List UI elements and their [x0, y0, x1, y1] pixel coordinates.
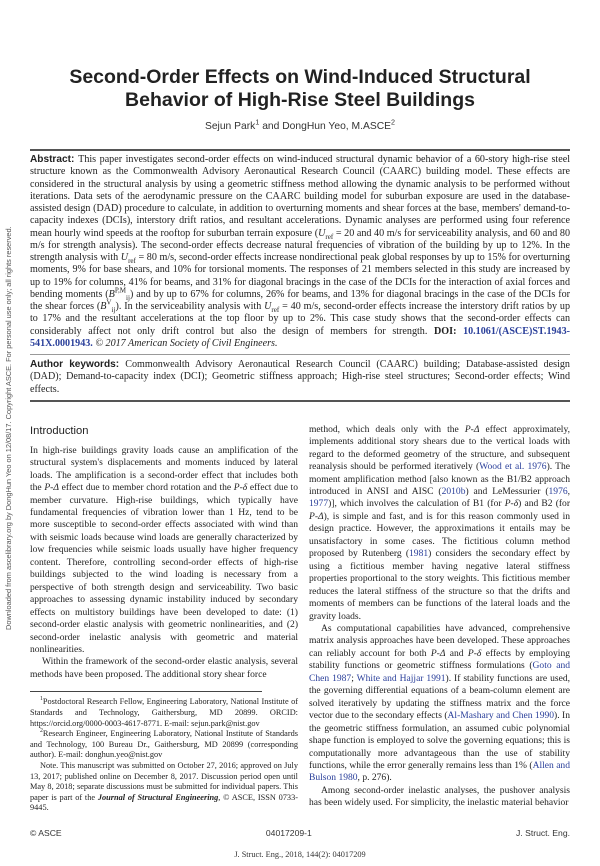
paragraph: [309, 424, 570, 623]
footer-journal: J. Struct. Eng.: [516, 827, 570, 838]
text-segment: ). If stability functions are used, the governing differential equations of a beam-column element are solved iteratively by updating the stiffness matrix and the force vector due to the secondary effects (: [309, 672, 571, 722]
text-segment: P-Δ: [430, 647, 446, 659]
paragraph: [30, 729, 298, 761]
text-segment: effect due to member chord rotation and the: [58, 482, 234, 494]
download-notice: Downloaded from ascelibrary.org by DongHun Yeo on 12/08/17. Copyright ASCE. For personal use only; all rights reserved.: [4, 226, 13, 630]
text-segment: ij: [126, 293, 130, 302]
text-segment: Among second-order inelastic analyses, the pushover analysis has been widely used. For simplicity, the inelastic material behavior: [309, 784, 570, 809]
text-segment: ,: [567, 486, 571, 498]
section-heading-introduction: Introduction: [30, 424, 89, 437]
citation-link[interactable]: 1977: [309, 498, 329, 510]
text-segment: P-Δ: [464, 423, 480, 435]
text-segment: P-δ: [504, 498, 519, 510]
text-segment: Research Engineer, Engineering Laboratory, National Institute of Standards and Technology, 100 Bureau Dr., Gaithersburg, MD 20899 (corresponding author). E-mail: donghun.yeo@nist.gov: [30, 729, 298, 760]
paragraph: [30, 445, 298, 657]
text-segment: This paper investigates second-order effects on wind-induced structural dynamic behavior of a 60-story high-rise steel structure known as the Commonwealth Advisory Aeronautical Research Council (CAARC) building model. These effects are considered in the structural analysis by using a geometric stiffness method allowing the dynamic analysis to be performed without iterations. Data sets of the aerodynamic pressure on the CAARC building model for suburban exposure are used in the database-assisted design (DAD) procedure to calculate, in addition to overturning moments and shear forces at the base, members' demand-to-capacity indexes (DCIs), interstory drift ratios, and resultant accelerations. Dynamic analyses are performed using four reference mean hourly wind speeds at the rooftop for suburban terrain exposure (: [30, 154, 570, 239]
text-segment: U: [264, 301, 272, 312]
text-segment: ) and LeMessurier (: [465, 486, 549, 498]
text-segment: In high-rise buildings gravity loads cause an amplification of the structural system's displacements and moments induced by lateral loads. The amplification is a second-order effect that includes both the: [30, 444, 298, 494]
footnote-rule: [30, 691, 262, 692]
text-segment: )], which involves the calculation of B1 (for: [328, 498, 505, 510]
text-segment: ref: [325, 232, 334, 241]
text-segment: , p. 276).: [357, 772, 392, 784]
text-segment: ref: [271, 306, 280, 315]
paragraph: [30, 656, 298, 681]
right-column: [309, 424, 570, 810]
text-segment: ) and B2 (for: [518, 498, 571, 510]
text-segment: = 20 and 40 m/s for serviceability analysis, and 60 and 80 m/s for strength analysis). The second-order effects decrease natural frequencies of vibration of the building by up to 12%. In the strength analysis with: [30, 227, 570, 263]
text-segment: © 2017 American Society of Civil Engineers.: [92, 337, 278, 349]
section-label: Author keywords:: [30, 359, 126, 370]
text-segment: Postdoctoral Research Fellow, Engineering Laboratory, National Institute of Standards and Technology, Gaithersburg, MD 20899. ORCID: https://orcid.org/0000-0003-4617-8771. E-mail: sejun.park@nist.gov: [30, 697, 298, 728]
text-segment: ij: [111, 306, 116, 315]
author-2: DongHun Yeo, M.ASCE: [282, 121, 392, 132]
citation-link[interactable]: White and Hajjar 1991: [356, 672, 446, 684]
text-segment: ), is simple and fast, and is for this reason commonly used in design practice. However, the approximations it entails may be unsatisfactory in some cases. The fictitious column method proposed by Rutenberg (: [309, 510, 570, 560]
text-segment: DOI:: [434, 325, 464, 337]
text-segment: P,M: [114, 286, 127, 295]
footer-page-number: 04017209-1: [265, 827, 312, 838]
author-list: [30, 117, 570, 133]
left-column-wrap: [30, 424, 298, 814]
paragraph: [30, 761, 298, 814]
text-segment: ) considers the secondary effect by using a fictitious member having negative lateral stiffness properties proportional to the story weights. This fictitious member reduces the lateral stiffness of the structure so that the drifts and moments of members can be functions of the lateral loads and the gravity loads.: [309, 548, 570, 622]
footer-copyright: © ASCE: [30, 827, 62, 838]
doi-link[interactable]: 10.1061/(ASCE)ST.1943-541X.0001943.: [30, 325, 570, 349]
abstract: [30, 154, 570, 355]
text-segment: As computational capabilities have advanced, comprehensive matrix analysis approaches have been developed. These approaches can reliably account for both: [309, 623, 570, 659]
footnotes: [30, 697, 298, 814]
author-keywords: [30, 355, 570, 396]
left-column: [30, 445, 298, 682]
citation-link[interactable]: 1981: [409, 548, 429, 560]
text-segment: ;: [351, 672, 357, 684]
text-segment: effects by employing stability functions or geometric stiffness formulations (: [309, 647, 571, 672]
text-segment: ref: [128, 257, 136, 266]
citation-link[interactable]: Al-Mashary and Chen 1990: [447, 710, 555, 722]
text-segment: = 40 m/s, second-order effects increase the interstory drift ratios by up to 17% and the resultant accelerations at the top floor by up to 2%. This case study shows that the second-order effects can considerably affect not only drift control but also the design of members for strength.: [30, 301, 570, 337]
section-label: Abstract:: [30, 154, 79, 165]
citation-link[interactable]: Allen and Bulson 1980: [309, 759, 570, 784]
text-segment: effect due to member curvature. High-rise buildings, which typically have fundamental frequencies of vibration lower than 1 Hz, tend to be more susceptible to second-order effects associated with wind than with seismic loads because wind loads are generally characterized by low frequencies while seismic loads usually have higher frequency content. Therefore, controlling second-order effects of high-rise buildings subjected to the wind loading is necessary from a perspective of both strength design and serviceability. Two basic approaches to assessing dynamic instability induced by secondary effects on multistory buildings have been developed to date: (1) second-order elastic analysis with geometric nonlinearities, and (2) second-order inelastic analysis with geometric and material nonlinearities.: [30, 482, 298, 655]
paragraph: [309, 785, 570, 810]
title-line-1: Second-Order Effects on Wind-Induced Structural: [69, 66, 531, 88]
text-segment: , © ASCE, ISSN 0733-9445.: [30, 792, 298, 813]
text-segment: U: [318, 227, 326, 239]
text-segment: and: [445, 647, 468, 659]
text-segment: B: [100, 301, 107, 312]
author-2-affiliation: 2: [391, 117, 396, 127]
author-conjunction: and: [259, 121, 283, 132]
paragraph: [309, 623, 570, 785]
author-1: Sejun Park: [204, 121, 256, 132]
text-segment: ). In the serviceability analysis with: [115, 301, 265, 312]
citation-link[interactable]: 1976: [548, 486, 568, 498]
body-columns: [30, 424, 570, 814]
text-segment: P-δ: [467, 647, 482, 659]
text-segment: = 80 m/s, second-order effects increase nondirectional peak global responses by up to 15% for overturning moments, 9% for base shears, and 10% for torsional moments. The responses of 21 members selected in this study are increased by up to 19% for columns, 41% for beams, and 31% for diagonal bracings in the case of the DCIs for the interaction of axial forces and bending moments (: [30, 252, 570, 300]
right-column-wrap: [309, 424, 570, 814]
citation-link[interactable]: 2010b: [441, 486, 466, 498]
text-segment: Journal of Structural Engineering: [97, 792, 219, 802]
author-1-affiliation: 1: [255, 117, 260, 127]
paper-title: [30, 66, 570, 112]
text-segment: V: [106, 298, 112, 307]
text-segment: P-Δ: [309, 510, 324, 522]
text-segment: method, which deals only with the: [309, 423, 465, 435]
citation-link[interactable]: Goto and Chen 1987: [309, 660, 570, 684]
text-segment: B: [108, 288, 115, 300]
text-segment: P-Δ: [44, 482, 59, 494]
text-segment: Within the framework of the second-order elastic analysis, several methods have been proposed. The additional story shear force: [30, 656, 298, 680]
text-segment: ). The moment amplification method [also known as the B1/B2 approach introduced in ANSI and AISC (: [309, 461, 570, 498]
citation-line: J. Struct. Eng., 2018, 144(2): 04017209: [234, 849, 366, 859]
text-segment: 2: [40, 728, 43, 735]
text-segment: Note. This manuscript was submitted on October 27, 2016; approved on July 13, 2017; published online on December 8, 2017. Discussion period open until May 8, 2018; separate discussions must be submitted for individual papers. This paper is part of the: [30, 760, 298, 802]
citation-link[interactable]: Wood et al. 1976: [479, 461, 547, 473]
text-segment: Commonwealth Advisory Aeronautical Research Council (CAARC) building; Database-assisted design (DAD); Demand-to-capacity index (DCI); Geometric stiffness approach; High-rise steel structures; Second-order effects; Wind effects.: [30, 359, 570, 395]
abstract-box: [30, 149, 570, 402]
page-footer: [30, 828, 570, 839]
paragraph: [30, 697, 298, 729]
text-segment: ) and by up to 67% for columns, 26% for beams, and 13% for diagonal bracings in the case of the DCIs for the shear forces (: [30, 288, 570, 312]
text-segment: 1: [40, 696, 43, 703]
text-segment: U: [120, 252, 129, 263]
text-segment: effect approximately, implements additional story shears due to the vertical loads with regard to the deformed geometry of the structure, and subsequent reanalysis should be performed iteratively (: [309, 423, 570, 473]
text-segment: ). In the geometric stiffness formulation, an assumed cubic polynomial shape function is employed to solve the governing equations; this is computationally more advantageous than the use of stability functions, while the error generally remains less than 1% (: [309, 710, 570, 771]
title-line-2: Behavior of High-Rise Steel Buildings: [125, 89, 475, 111]
text-segment: P-δ: [233, 482, 248, 494]
